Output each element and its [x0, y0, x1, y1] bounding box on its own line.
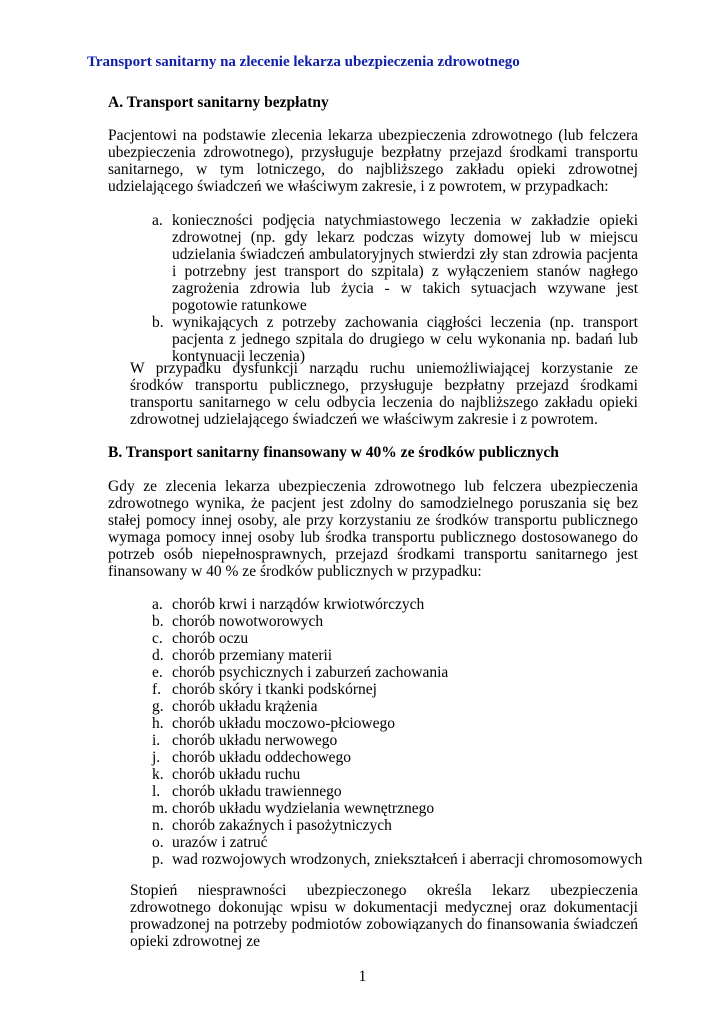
list-item: k. chorób układu ruchu	[152, 766, 301, 783]
section-b-list	[152, 596, 652, 868]
list-item: e. chorób psychicznych i zaburzeń zachowania	[152, 664, 449, 681]
section-a-note: W przypadku dysfunkcji narządu ruchu uniemożliwiającej korzystanie ze środków transportu publicznego, przysługuje bezpłatny przejazd środkami transportu sanitarnego w celu odbycia leczenia do najbliższego zakładu opieki zdrowotnej udzielającego świadczeń we właściwym zakresie i z powrotem.	[130, 360, 638, 428]
section-b-closing: Stopień niesprawności ubezpieczonego określa lekarz ubezpieczenia zdrowotnego dokonując wpisu w dokumentacji medycznej oraz dokumentacji prowadzonej na potrzeby podmiotów zobowiązanych do finansowania świadczeń opieki zdrowotnej ze	[130, 882, 638, 950]
list-item: m. chorób układu wydzielania wewnętrznego	[152, 800, 435, 817]
list-item: g. chorób układu krążenia	[152, 698, 318, 715]
list-item: n. chorób zakaźnych i pasożytniczych	[152, 817, 392, 834]
list-item: p. wad rozwojowych wrodzonych, zniekształceń i aberracji chromosomowych	[152, 851, 643, 868]
list-item: d. chorób przemiany materii	[152, 647, 333, 664]
section-a-intro: Pacjentowi na podstawie zlecenia lekarza ubezpieczenia zdrowotnego (lub felczera ubezpieczenia zdrowotnego), przysługuje bezpłatny przejazd środkami transportu sanitarnego, w tym lotniczego, do najbliższego zakładu opieki zdrowotnej udzielającego świadczeń we właściwym zakresie, i z powrotem, w przypadkach:	[108, 127, 638, 195]
list-item: j. chorób układu oddechowego	[152, 749, 352, 766]
section-a-heading: A. Transport sanitarny bezpłatny	[108, 94, 329, 111]
list-item: f. chorób skóry i tkanki podskórnej	[152, 681, 377, 698]
list-item: i. chorób układu nerwowego	[152, 732, 338, 749]
list-item: l. chorób układu trawiennego	[152, 783, 342, 800]
list-item: o. urazów i zatruć	[152, 834, 268, 851]
list-item: c. chorób oczu	[152, 630, 249, 647]
section-a-list	[152, 212, 638, 365]
list-item: a. konieczności podjęcia natychmiastowego leczenia w zakładzie opieki zdrowotnej (np. gdy lekarz podczas wizyty domowej lub w miejscu udzielania świadczeń ambulatoryjnych stwierdzi zły stan zdrowia pacjenta i potrzebny jest transport do szpitala) z wyłączeniem stanów nagłego zagrożenia zdrowia lub życia - w takich sytuacjach wzywane jest pogotowie ratunkowe	[152, 212, 638, 314]
list-item: b. wynikających z potrzeby zachowania ciągłości leczenia (np. transport pacjenta z jednego szpitala do drugiego w celu wykonania np. badań lub kontynuacji leczenia)	[152, 314, 638, 365]
section-b-intro: Gdy ze zlecenia lekarza ubezpieczenia zdrowotnego lub felczera ubezpieczenia zdrowotnego wynika, że pacjent jest zdolny do samodzielnego poruszania się bez stałej pomocy innej osoby, ale przy korzystaniu ze środków transportu publicznego wymaga pomocy innej osoby lub środka transportu publicznego dostosowanego do potrzeb osób niepełnosprawnych, przejazd środkami transportu sanitarnego jest finansowany w 40 % ze środków publicznych w przypadku:	[108, 478, 638, 580]
page-number: 1	[358, 968, 367, 985]
list-item: b. chorób nowotworowych	[152, 613, 324, 630]
section-b-heading: B. Transport sanitarny finansowany w 40% ze środków publicznych	[108, 444, 559, 461]
list-item: a. chorób krwi i narządów krwiotwórczych	[152, 596, 425, 613]
list-item: h. chorób układu moczowo-płciowego	[152, 715, 395, 732]
document-title: Transport sanitarny na zlecenie lekarza ubezpieczenia zdrowotnego	[87, 54, 520, 70]
